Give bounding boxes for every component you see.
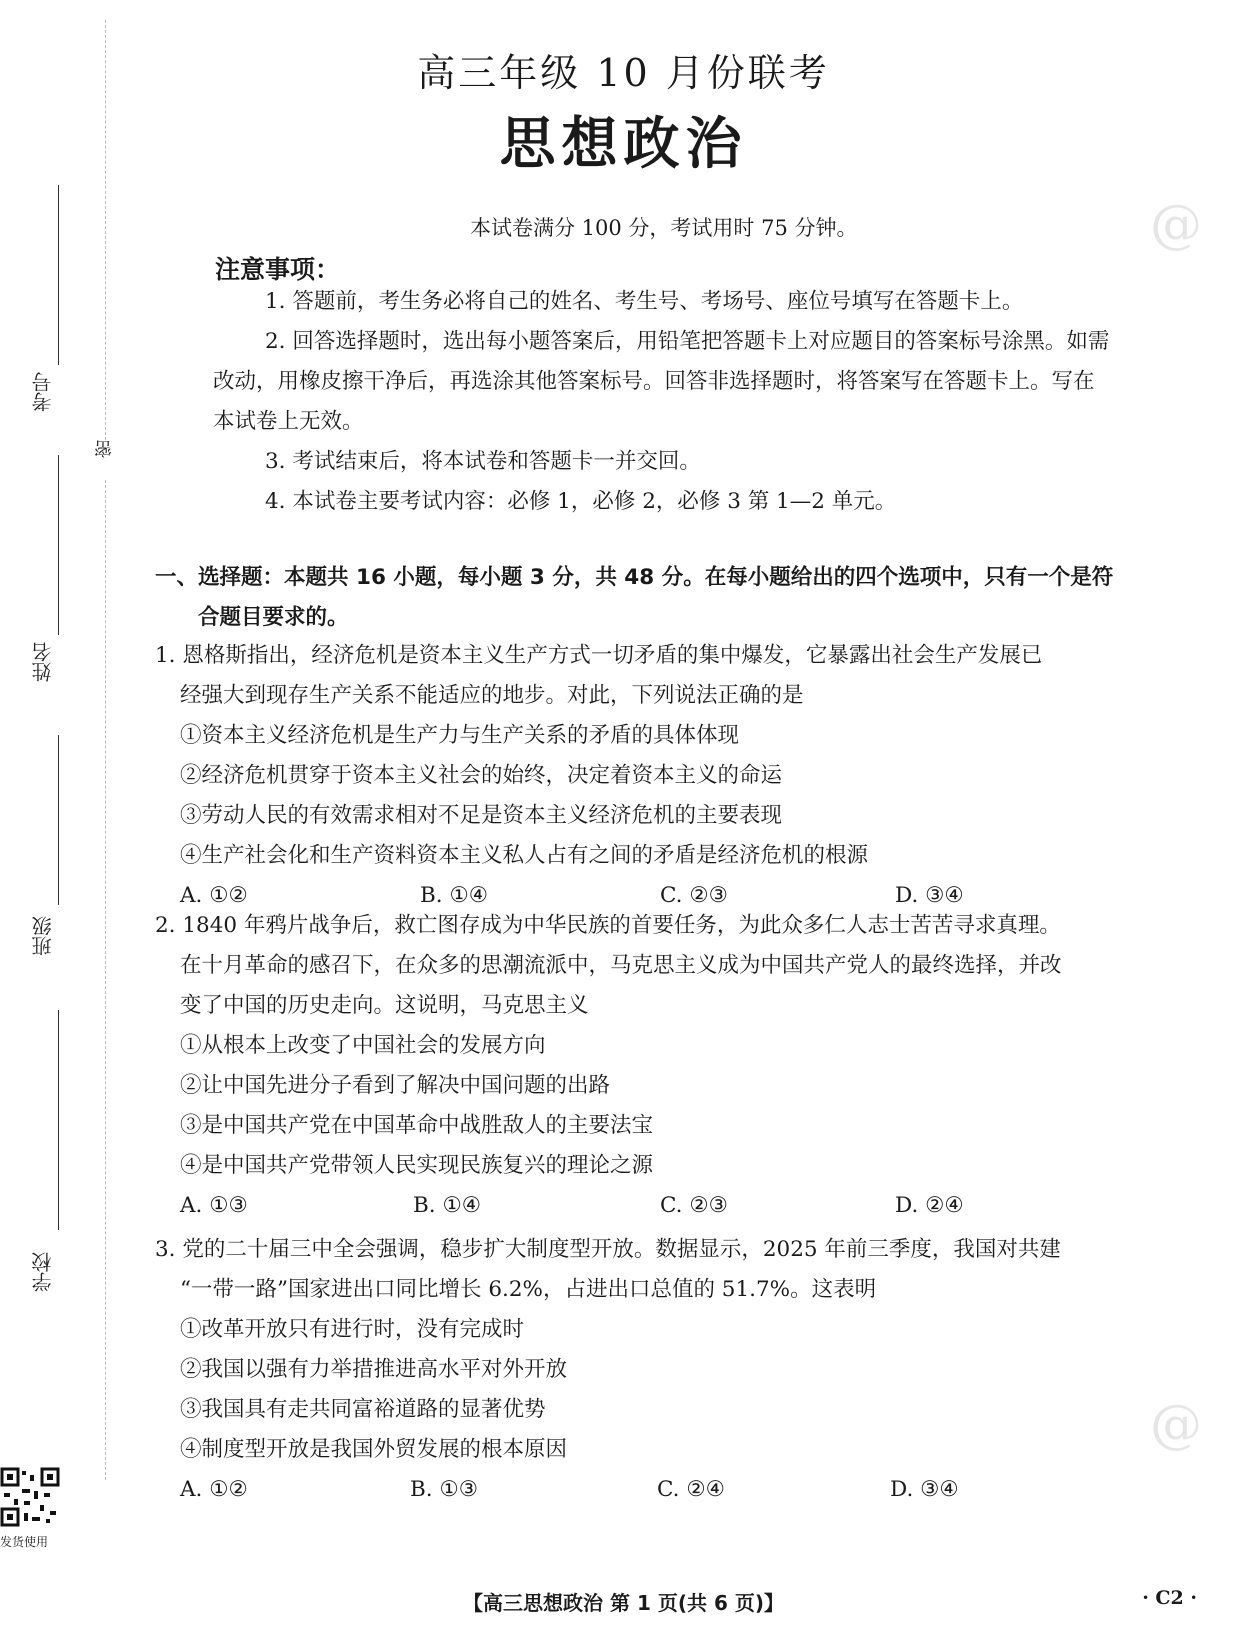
question-1 <box>155 636 1165 916</box>
answer-choices <box>155 1186 1165 1226</box>
seal-line <box>105 480 106 1480</box>
qr-code-icon <box>0 1467 60 1527</box>
choice-c: C. ②④ <box>657 1477 725 1502</box>
choice-a: A. ①③ <box>180 1193 248 1218</box>
statement-option: ③是中国共产党在中国革命中战胜敌人的主要法宝 <box>180 1113 654 1138</box>
section-heading-line: 一、选择题：本题共 16 小题，每小题 3 分，共 48 分。在每小题给出的四个选项中，只有一个是符 <box>155 565 1114 590</box>
notes-list <box>213 282 1113 522</box>
choice-b: B. ①④ <box>413 1193 482 1218</box>
notes-heading: 注意事项： <box>215 255 341 284</box>
statement-option: ①资本主义经济危机是生产力与生产关系的矛盾的具体体现 <box>180 723 740 748</box>
note-item: 1. 答题前，考生务必将自己的姓名、考生号、考场号、座位号填写在答题卡上。 <box>265 289 1024 314</box>
question-stem: 变了中国的历史走向。这说明，马克思主义 <box>180 993 589 1018</box>
question-stem: “一带一路”国家进出口同比增长 6.2%，占进出口总值的 51.7%。这表明 <box>180 1277 877 1302</box>
statement-option: ④是中国共产党带领人民实现民族复兴的理论之源 <box>180 1153 654 1178</box>
qr-caption: 发货使用 <box>0 1535 49 1549</box>
question-stem: 经强大到现存生产关系不能适应的地步。对此，下列说法正确的是 <box>180 683 804 708</box>
statement-option: ①从根本上改变了中国社会的发展方向 <box>180 1033 546 1058</box>
question-stem: 1. 恩格斯指出，经济危机是资本主义生产方式一切矛盾的集中爆发，它暴露出社会生产发展已 <box>155 643 1043 668</box>
banji-label: 班级 <box>31 916 55 956</box>
choice-a: A. ①② <box>180 883 248 908</box>
note-item: 3. 考试结束后，将本试卷和答题卡一并交回。 <box>265 449 701 474</box>
question-stem: 在十月革命的感召下，在众多的思潮流派中，马克思主义成为中国共产党人的最终选择，并改 <box>180 953 1062 978</box>
question-3 <box>155 1230 1165 1510</box>
binding-line <box>58 1010 59 1230</box>
binding-line <box>58 735 59 905</box>
binding-line <box>58 185 59 365</box>
note-item: 2. 回答选择题时，选出每小题答案后，用铅笔把答题卡上对应题目的答案标号涂黑。如需改动，用橡皮擦干净后，再选涂其他答案标号。回答非选择题时，将答案写在答题卡上。写在本试卷上无效。 <box>213 329 1110 434</box>
statement-option: ③我国具有走共同富裕道路的显著优势 <box>180 1397 546 1422</box>
statement-option: ②经济危机贯穿于资本主义社会的始终，决定着资本主义的命运 <box>180 763 783 788</box>
statement-option: ④生产社会化和生产资料资本主义私人占有之间的矛盾是经济危机的根源 <box>180 843 869 868</box>
statement-option: ②让中国先进分子看到了解决中国问题的出路 <box>180 1073 611 1098</box>
statement-option: ③劳动人民的有效需求相对不足是资本主义经济危机的主要表现 <box>180 803 783 828</box>
binding-line <box>58 455 59 635</box>
choice-d: D. ③④ <box>895 883 964 908</box>
kaohao-label: 考号 <box>31 372 55 412</box>
watermark: @ <box>1150 1395 1202 1455</box>
answer-choices <box>155 1470 1165 1510</box>
xingming-label: 姓名 <box>31 642 55 682</box>
exam-info: 本试卷满分 100 分，考试用时 75 分钟。 <box>470 216 858 240</box>
statement-option: ④制度型开放是我国外贸发展的根本原因 <box>180 1437 568 1462</box>
subject-title: 思想政治 <box>499 112 748 177</box>
choice-d: D. ②④ <box>895 1193 964 1218</box>
watermark: @ <box>1150 195 1202 255</box>
seal-mark: 密 <box>94 440 115 458</box>
choice-d: D. ③④ <box>890 1477 959 1502</box>
xuexiao-label: 学校 <box>31 1252 55 1292</box>
choice-c: C. ②③ <box>660 1193 728 1218</box>
question-stem: 3. 党的二十届三中全会强调，稳步扩大制度型开放。数据显示，2025 年前三季度，我国对共建 <box>155 1237 1061 1262</box>
choice-a: A. ①② <box>180 1477 248 1502</box>
note-item: 4. 本试卷主要考试内容：必修 1，必修 2，必修 3 第 1—2 单元。 <box>265 489 897 514</box>
section-heading-line: 合题目要求的。 <box>198 605 349 630</box>
statement-option: ②我国以强有力举措推进高水平对外开放 <box>180 1357 568 1382</box>
choice-b: B. ①④ <box>420 883 489 908</box>
page-footer: 【高三思想政治 第 1 页(共 6 页)】 <box>463 1591 784 1615</box>
choice-c: C. ②③ <box>660 883 728 908</box>
paper-code: · C2 · <box>1142 1587 1197 1609</box>
choice-b: B. ①③ <box>410 1477 479 1502</box>
statement-option: ①改革开放只有进行时，没有完成时 <box>180 1317 525 1342</box>
question-2 <box>155 906 1165 1226</box>
exam-title: 高三年级 10 月份联考 <box>417 51 830 95</box>
question-stem: 2. 1840 年鸦片战争后，救亡图存成为中华民族的首要任务，为此众多仁人志士苦苦寻求真理。 <box>155 913 1061 938</box>
section-heading <box>155 558 1165 638</box>
